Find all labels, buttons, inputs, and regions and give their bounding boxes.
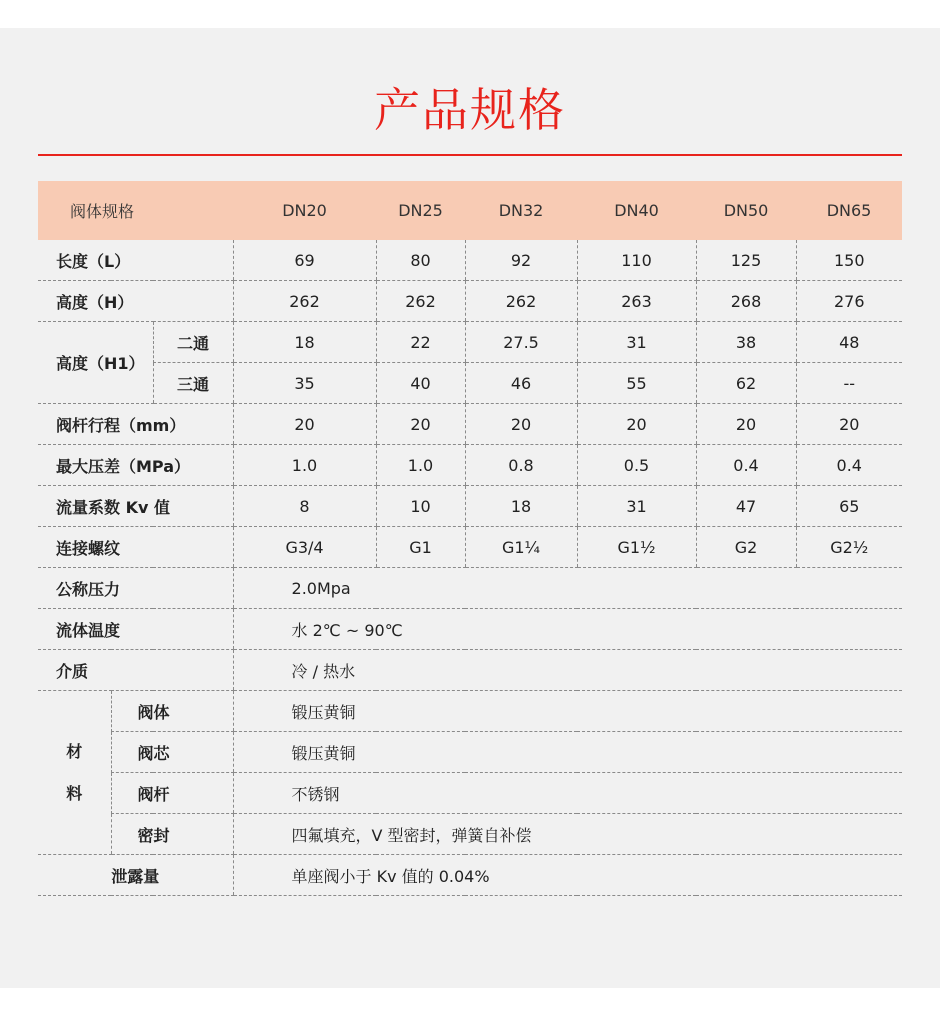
cell-wide: 2.0Mpa: [233, 568, 902, 609]
materials-label: [38, 691, 111, 855]
cell: 8: [233, 486, 376, 527]
cell: 40: [376, 363, 465, 404]
cell: 262: [465, 281, 577, 322]
cell: 262: [376, 281, 465, 322]
row-label: 阀杆行程（mm）: [38, 404, 233, 445]
cell: 18: [465, 486, 577, 527]
cell: --: [796, 363, 902, 404]
materials-label-top: 材: [66, 741, 83, 761]
row-label: 公称压力: [38, 568, 233, 609]
cell: 20: [376, 404, 465, 445]
cell: 0.5: [577, 445, 696, 486]
cell: 1.0: [376, 445, 465, 486]
table-row: [38, 322, 902, 363]
table-header-row: [38, 181, 902, 240]
row-label: 流量系数 Kv 值: [38, 486, 233, 527]
table-row: [38, 281, 902, 322]
table-row: [38, 650, 902, 691]
table-row: [38, 568, 902, 609]
cell-wide: 水 2℃ ~ 90℃: [233, 609, 902, 650]
cell: 0.4: [796, 445, 902, 486]
row-label: 高度（H）: [38, 281, 233, 322]
cell: 31: [577, 486, 696, 527]
sub-label: 三通: [153, 363, 233, 404]
material-value: 不锈钢: [233, 773, 902, 814]
table-row: [38, 527, 902, 568]
page-title: 产品规格: [374, 83, 566, 137]
row-label: 长度（L）: [38, 240, 233, 281]
row-label: 连接螺纹: [38, 527, 233, 568]
cell: 27.5: [465, 322, 577, 363]
cell: 150: [796, 240, 902, 281]
cell: 20: [465, 404, 577, 445]
row-label: 介质: [38, 650, 233, 691]
sub-label: 二通: [153, 322, 233, 363]
header-label: 阀体规格: [38, 181, 233, 240]
cell: 22: [376, 322, 465, 363]
spec-table: [38, 181, 902, 896]
row-label: 高度（H1）: [38, 322, 153, 404]
cell: 92: [465, 240, 577, 281]
cell: 18: [233, 322, 376, 363]
cell: 0.4: [696, 445, 796, 486]
cell: 48: [796, 322, 902, 363]
cell: 80: [376, 240, 465, 281]
cell: 46: [465, 363, 577, 404]
material-label: 阀体: [111, 691, 233, 732]
table-row: [38, 363, 902, 404]
cell: 0.8: [465, 445, 577, 486]
table-row: [38, 855, 902, 896]
material-value: 锻压黄铜: [233, 732, 902, 773]
material-label: 阀杆: [111, 773, 233, 814]
material-label: 阀芯: [111, 732, 233, 773]
header-size: DN50: [696, 181, 796, 240]
cell: 35: [233, 363, 376, 404]
table-row: [38, 486, 902, 527]
cell: 262: [233, 281, 376, 322]
cell: 276: [796, 281, 902, 322]
cell: G2½: [796, 527, 902, 568]
cell: 110: [577, 240, 696, 281]
row-label: 流体温度: [38, 609, 233, 650]
cell: 125: [696, 240, 796, 281]
materials-label-bottom: 料: [66, 783, 83, 803]
cell: 65: [796, 486, 902, 527]
cell: 55: [577, 363, 696, 404]
cell: G3/4: [233, 527, 376, 568]
table-row: [38, 240, 902, 281]
cell: 62: [696, 363, 796, 404]
cell: 263: [577, 281, 696, 322]
cell: 20: [233, 404, 376, 445]
table-row: [38, 732, 902, 773]
header-size: DN65: [796, 181, 902, 240]
cell: 20: [796, 404, 902, 445]
cell-wide: 单座阀小于 Kv 值的 0.04%: [233, 855, 902, 896]
cell: 38: [696, 322, 796, 363]
cell: 10: [376, 486, 465, 527]
cell: 20: [696, 404, 796, 445]
header-size: DN20: [233, 181, 376, 240]
title-divider: [38, 154, 902, 156]
row-label: 泄露量: [38, 855, 233, 896]
header-size: DN32: [465, 181, 577, 240]
cell: G1¼: [465, 527, 577, 568]
table-row: [38, 773, 902, 814]
cell: G1½: [577, 527, 696, 568]
cell: 69: [233, 240, 376, 281]
table-row: [38, 814, 902, 855]
material-value: 锻压黄铜: [233, 691, 902, 732]
cell: G1: [376, 527, 465, 568]
cell: 268: [696, 281, 796, 322]
table-row: [38, 404, 902, 445]
cell: 1.0: [233, 445, 376, 486]
cell: G2: [696, 527, 796, 568]
table-row: [38, 445, 902, 486]
material-label: 密封: [111, 814, 233, 855]
header-size: DN40: [577, 181, 696, 240]
cell-wide: 冷 / 热水: [233, 650, 902, 691]
cell: 47: [696, 486, 796, 527]
material-value: 四氟填充，V 型密封，弹簧自补偿: [233, 814, 902, 855]
cell: 20: [577, 404, 696, 445]
cell: 31: [577, 322, 696, 363]
header-size: DN25: [376, 181, 465, 240]
table-row: [38, 691, 902, 732]
table-row: [38, 609, 902, 650]
row-label: 最大压差（MPa）: [38, 445, 233, 486]
